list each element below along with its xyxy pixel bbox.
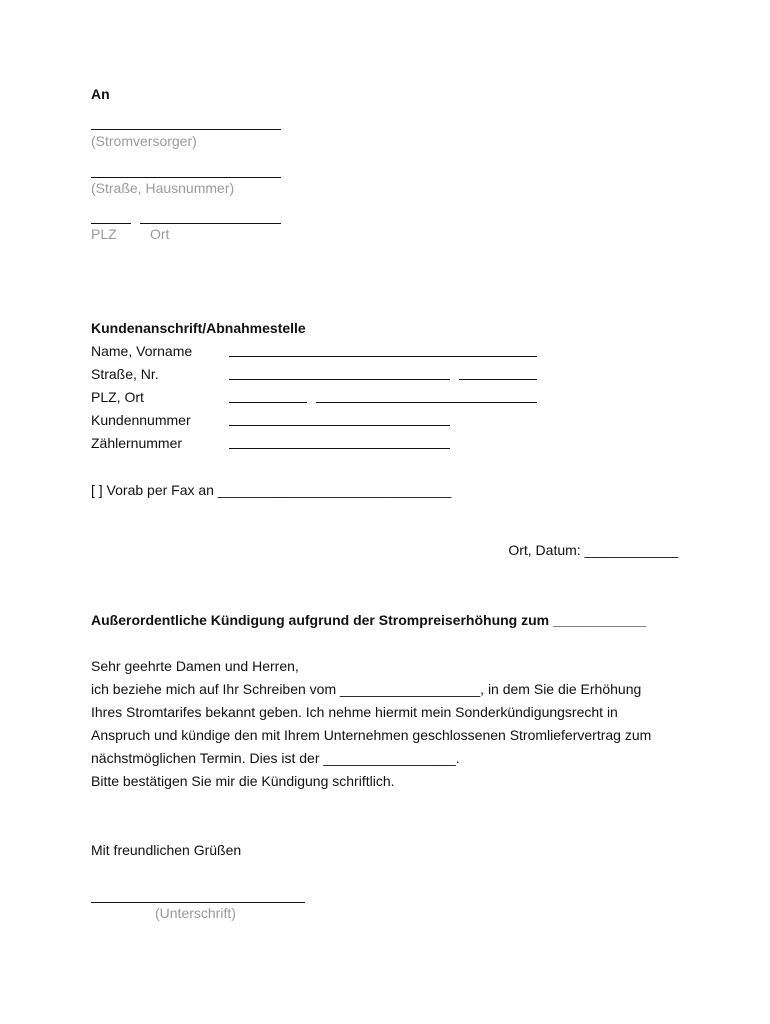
city-hint: Ort [150,226,170,242]
signature-hint: (Unterschrift) [155,905,236,921]
closing: Mit freundlichen Grüßen [91,842,242,858]
plz-blank-line[interactable] [91,223,131,224]
supplier-hint: (Stromversorger) [91,133,197,149]
city-blank-line[interactable] [140,223,281,224]
customer-number-label: Kundennummer [91,412,191,428]
customer-plz-blank-line[interactable] [229,402,307,403]
street-hint: (Straße, Hausnummer) [91,180,235,196]
meter-number-blank-line[interactable] [229,448,450,449]
street-blank-line[interactable] [91,177,281,178]
customer-street-blank-line[interactable] [229,379,450,380]
body-line-4: nächstmöglichen Termin. Dies ist der _________________. [91,750,460,766]
customer-city-blank-line[interactable] [316,402,537,403]
body-line-2: Ihres Stromtarifes bekannt geben. Ich nehme hiermit mein Sonderkündigungsrecht in [91,704,618,720]
customer-heading: Kundenanschrift/Abnahmestelle [91,320,306,336]
customer-number-blank-line[interactable] [229,425,450,426]
signature-blank-line[interactable] [91,902,305,903]
fax-option[interactable]: [ ] Vorab per Fax an ______________________________ [91,482,452,498]
name-label: Name, Vorname [91,343,193,359]
customer-house-number-blank-line[interactable] [459,379,537,380]
subject-line: Außerordentliche Kündigung aufgrund der Strompreiserhöhung zum ____________ [91,612,647,628]
body-line-1: ich beziehe mich auf Ihr Schreiben vom __________________, in dem Sie die Erhöhung [91,681,642,697]
street-label: Straße, Nr. [91,366,159,382]
plz-hint: PLZ [91,226,117,242]
name-blank-line[interactable] [229,356,537,357]
place-date-line: Ort, Datum: ____________ [508,542,678,558]
body-line-3: Anspruch und kündige den mit Ihrem Unternehmen geschlossenen Stromliefervertrag zum [91,727,652,743]
meter-number-label: Zählernummer [91,435,183,451]
recipient-heading: An [91,86,110,102]
plz-city-label: PLZ, Ort [91,389,144,405]
salutation: Sehr geehrte Damen und Herren, [91,658,299,674]
supplier-blank-line[interactable] [91,129,281,130]
body-line-5: Bitte bestätigen Sie mir die Kündigung schriftlich. [91,773,395,789]
